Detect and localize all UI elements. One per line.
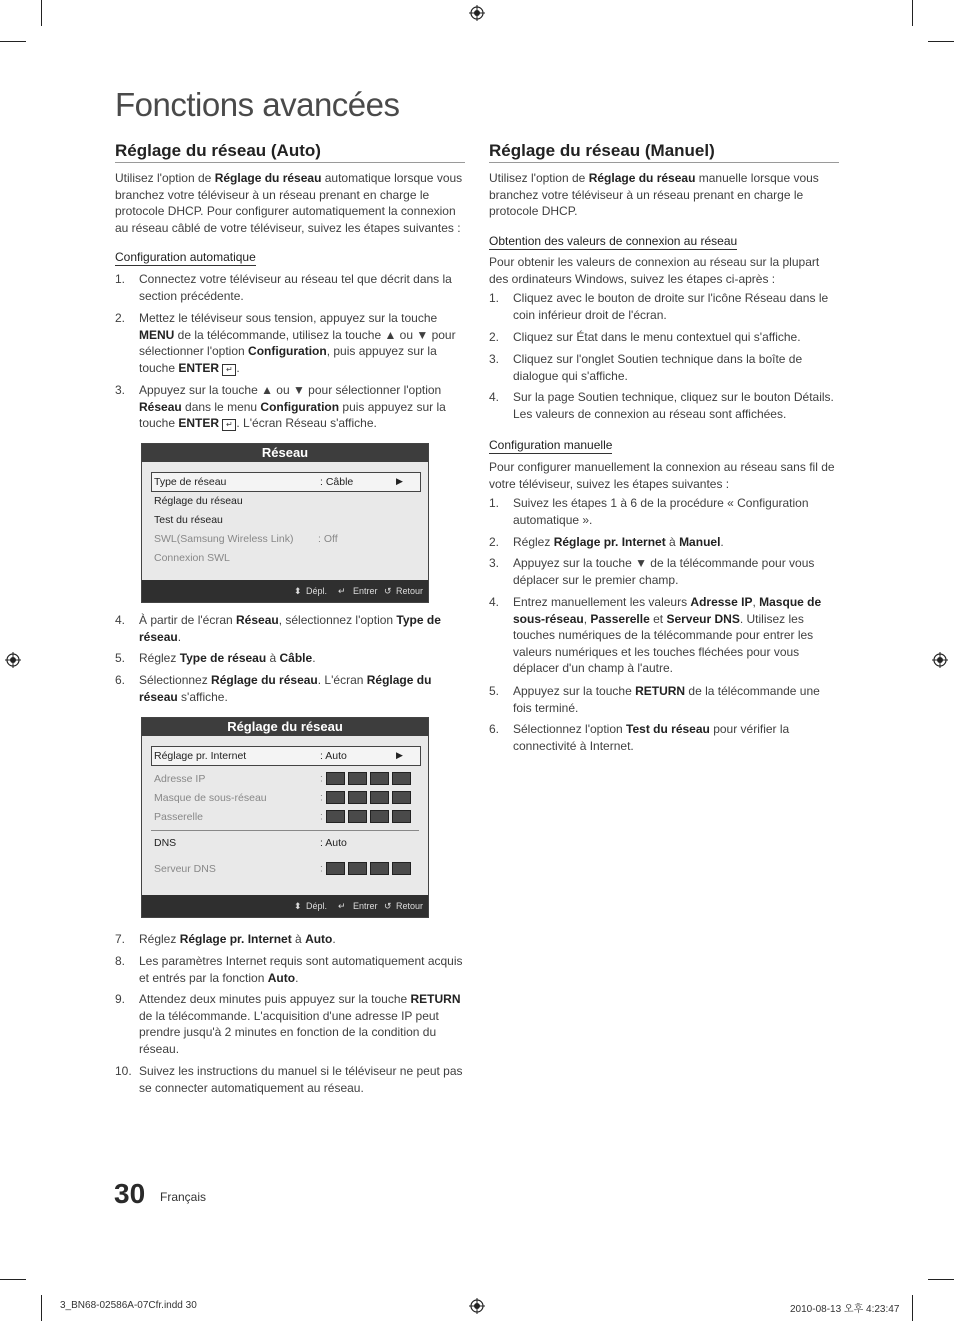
section-heading-manual: Réglage du réseau (Manuel) [489, 141, 715, 160]
subheading-manual-config: Configuration manuelle [489, 438, 613, 452]
registration-mark-icon [469, 5, 485, 21]
subheading-auto-config: Configuration automatique [115, 250, 256, 264]
osd-network-menu [141, 443, 429, 603]
crop-mark [928, 1279, 954, 1280]
return-icon: ↺ [384, 586, 392, 596]
enter-icon: ↵ [222, 419, 236, 431]
osd-row-subnet: Masque de sous-réseau : [154, 792, 416, 804]
osd-title: Réglage du réseau [142, 718, 428, 736]
osd-row-ip: Adresse IP : [154, 773, 416, 785]
divider [489, 162, 839, 163]
paragraph: Pour configurer manuellement la connexion au réseau sans fil de votre téléviseur, suivez les étapes suivantes : [489, 460, 835, 491]
divider [115, 162, 465, 163]
footer-file: 3_BN68-02586A-07Cfr.indd 30 [60, 1300, 197, 1311]
osd-row-dns-server: Serveur DNS : [154, 863, 416, 875]
enter-icon: ↵ [338, 586, 346, 596]
osd-row-gateway: Passerelle : [154, 811, 416, 823]
intro-paragraph: Utilisez l'option de Réglage du réseau automatique lorsque vous branchez votre téléviseur à un réseau prenant en charge le protocole DHCP. Pour configurer automatiquement la connexion au réseau câblé de votre téléviseur, suivez les étapes suivantes : [115, 171, 463, 235]
osd-row: Connexion SWL [154, 552, 230, 564]
osd-title: Réseau [142, 444, 428, 462]
enter-icon: ↵ [338, 901, 346, 911]
osd-row[interactable]: Réglage du réseau [154, 495, 243, 507]
crop-mark [912, 1295, 913, 1321]
crop-mark [0, 41, 26, 42]
osd-row-dns[interactable]: DNS : Auto [154, 837, 347, 849]
move-icon: ⬍ [294, 586, 302, 596]
osd-row-network-type[interactable]: Type de réseau : Câble ▶ [154, 476, 403, 488]
crop-mark [41, 0, 42, 26]
page-title: Fonctions avancées [115, 86, 400, 123]
arrow-right-icon: ▶ [396, 476, 403, 486]
page-number: 30 [114, 1178, 146, 1209]
enter-icon: ↵ [222, 364, 236, 376]
registration-mark-icon [469, 1298, 485, 1314]
return-icon: ↺ [384, 901, 392, 911]
language-label: Français [160, 1190, 207, 1204]
arrow-right-icon: ▶ [396, 750, 403, 760]
osd-footer: ⬍ Dépl. ↵ Entrer ↺ Retour [142, 580, 428, 602]
subheading-obtain-values: Obtention des valeurs de connexion au réseau [489, 234, 738, 248]
registration-mark-icon [932, 652, 948, 668]
crop-mark [912, 0, 913, 26]
osd-network-settings [141, 717, 429, 918]
osd-row: SWL(Samsung Wireless Link) : Off [154, 533, 338, 545]
move-icon: ⬍ [294, 901, 302, 911]
paragraph: Pour obtenir les valeurs de connexion au réseau sur la plupart des ordinateurs Windows, suivez les étapes ci-après : [489, 255, 820, 286]
footer-date: 2010-08-13 오후 4:23:47 [790, 1304, 900, 1315]
crop-mark [41, 1295, 42, 1321]
osd-footer: ⬍ Dépl. ↵ Entrer ↺ Retour [142, 895, 428, 917]
osd-divider [151, 830, 419, 831]
intro-paragraph: Utilisez l'option de Réglage du réseau manuelle lorsque vous branchez votre téléviseur à un réseau prenant en charge le protocole DHCP. [489, 171, 819, 219]
osd-row-internet-setting[interactable]: Réglage pr. Internet : Auto ▶ [154, 750, 403, 762]
crop-mark [0, 1279, 26, 1280]
registration-mark-icon [5, 652, 21, 668]
section-heading-auto: Réglage du réseau (Auto) [115, 141, 321, 160]
osd-row[interactable]: Test du réseau [154, 514, 223, 526]
crop-mark [928, 41, 954, 42]
